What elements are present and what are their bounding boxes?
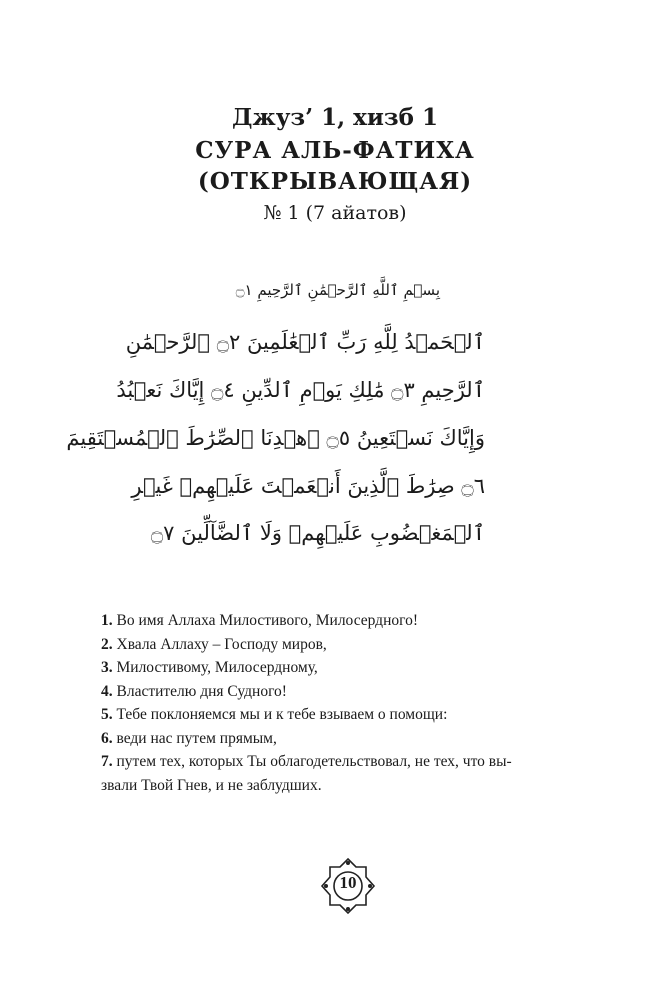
arabic-line: وَإِيَّاكَ نَسۡتَعِينُ ۝٥ ٱهۡدِنَا ٱلصِّرَٰطَ ٱلۡمُسۡتَقِيمَ (66, 426, 485, 450)
verse-number: 5. (101, 706, 113, 723)
verse-number: 7. (101, 753, 113, 770)
verse-text: Хвала Аллаху – Господу миров, (112, 635, 327, 653)
verse-6 (101, 727, 561, 751)
verse-text: Властителю дня Судного! (112, 682, 287, 700)
verse-7 (101, 750, 561, 774)
verse-5 (101, 703, 561, 727)
verse-number: 2. (101, 635, 113, 653)
verse-number: 3. (101, 659, 113, 676)
verse-1 (101, 609, 561, 633)
verse-number: 1. (101, 612, 113, 629)
translation-block (101, 609, 561, 797)
page-number: 10 (339, 873, 357, 892)
verse-text: Тебе поклоняемся мы и к тебе взываем о помощи: (112, 706, 448, 723)
juz-hizb-heading: Джуз’ 1, хизб 1 (232, 104, 438, 131)
verse-text: веди нас путем прямым, (112, 729, 277, 747)
arabic-basmala: بِسۡمِ ٱللَّهِ ٱلرَّحۡمَٰنِ ٱلرَّحِيمِ ۝١ (235, 281, 440, 299)
verse-number: 6. (101, 729, 113, 747)
verse-2 (101, 633, 561, 657)
arabic-line: ٱلرَّحِيمِ ۝٣ مَٰلِكِ يَوۡمِ ٱلدِّينِ ۝٤ إِيَّاكَ نَعۡبُدُ (116, 378, 485, 402)
arabic-line: ۝٦ صِرَٰطَ ٱلَّذِينَ أَنۡعَمۡتَ عَلَيۡهِمۡ غَيۡرِ (131, 474, 485, 498)
arabic-line: ٱلۡمَغۡضُوبِ عَلَيۡهِمۡ وَلَا ٱلضَّآلِّينَ ۝٧ (150, 521, 485, 545)
sura-number: № 1 (7 айатов) (263, 202, 407, 224)
verse-text: Милостивому, Милосердному, (112, 659, 318, 676)
arabic-line: ٱلۡحَمۡدُ لِلَّهِ رَبِّ ٱلۡعَٰلَمِينَ ۝٢ ٱلرَّحۡمَٰنِ (125, 330, 485, 354)
verse-number: 4. (101, 682, 113, 700)
sura-subtitle: (ОТКРЫВАЮЩАЯ) (197, 168, 473, 195)
verse-4 (101, 680, 561, 704)
verse-text: Во имя Аллаха Милостивого, Милосердного! (112, 612, 419, 629)
verse-3 (101, 656, 561, 680)
verse-7-continuation: звали Твой Гнев, и не заблудших. (101, 776, 322, 794)
sura-title: СУРА АЛЬ-ФАТИХА (195, 137, 475, 164)
verse-text: путем тех, которых Ты облагодетельствовал, не тех, что вы- (112, 753, 512, 770)
